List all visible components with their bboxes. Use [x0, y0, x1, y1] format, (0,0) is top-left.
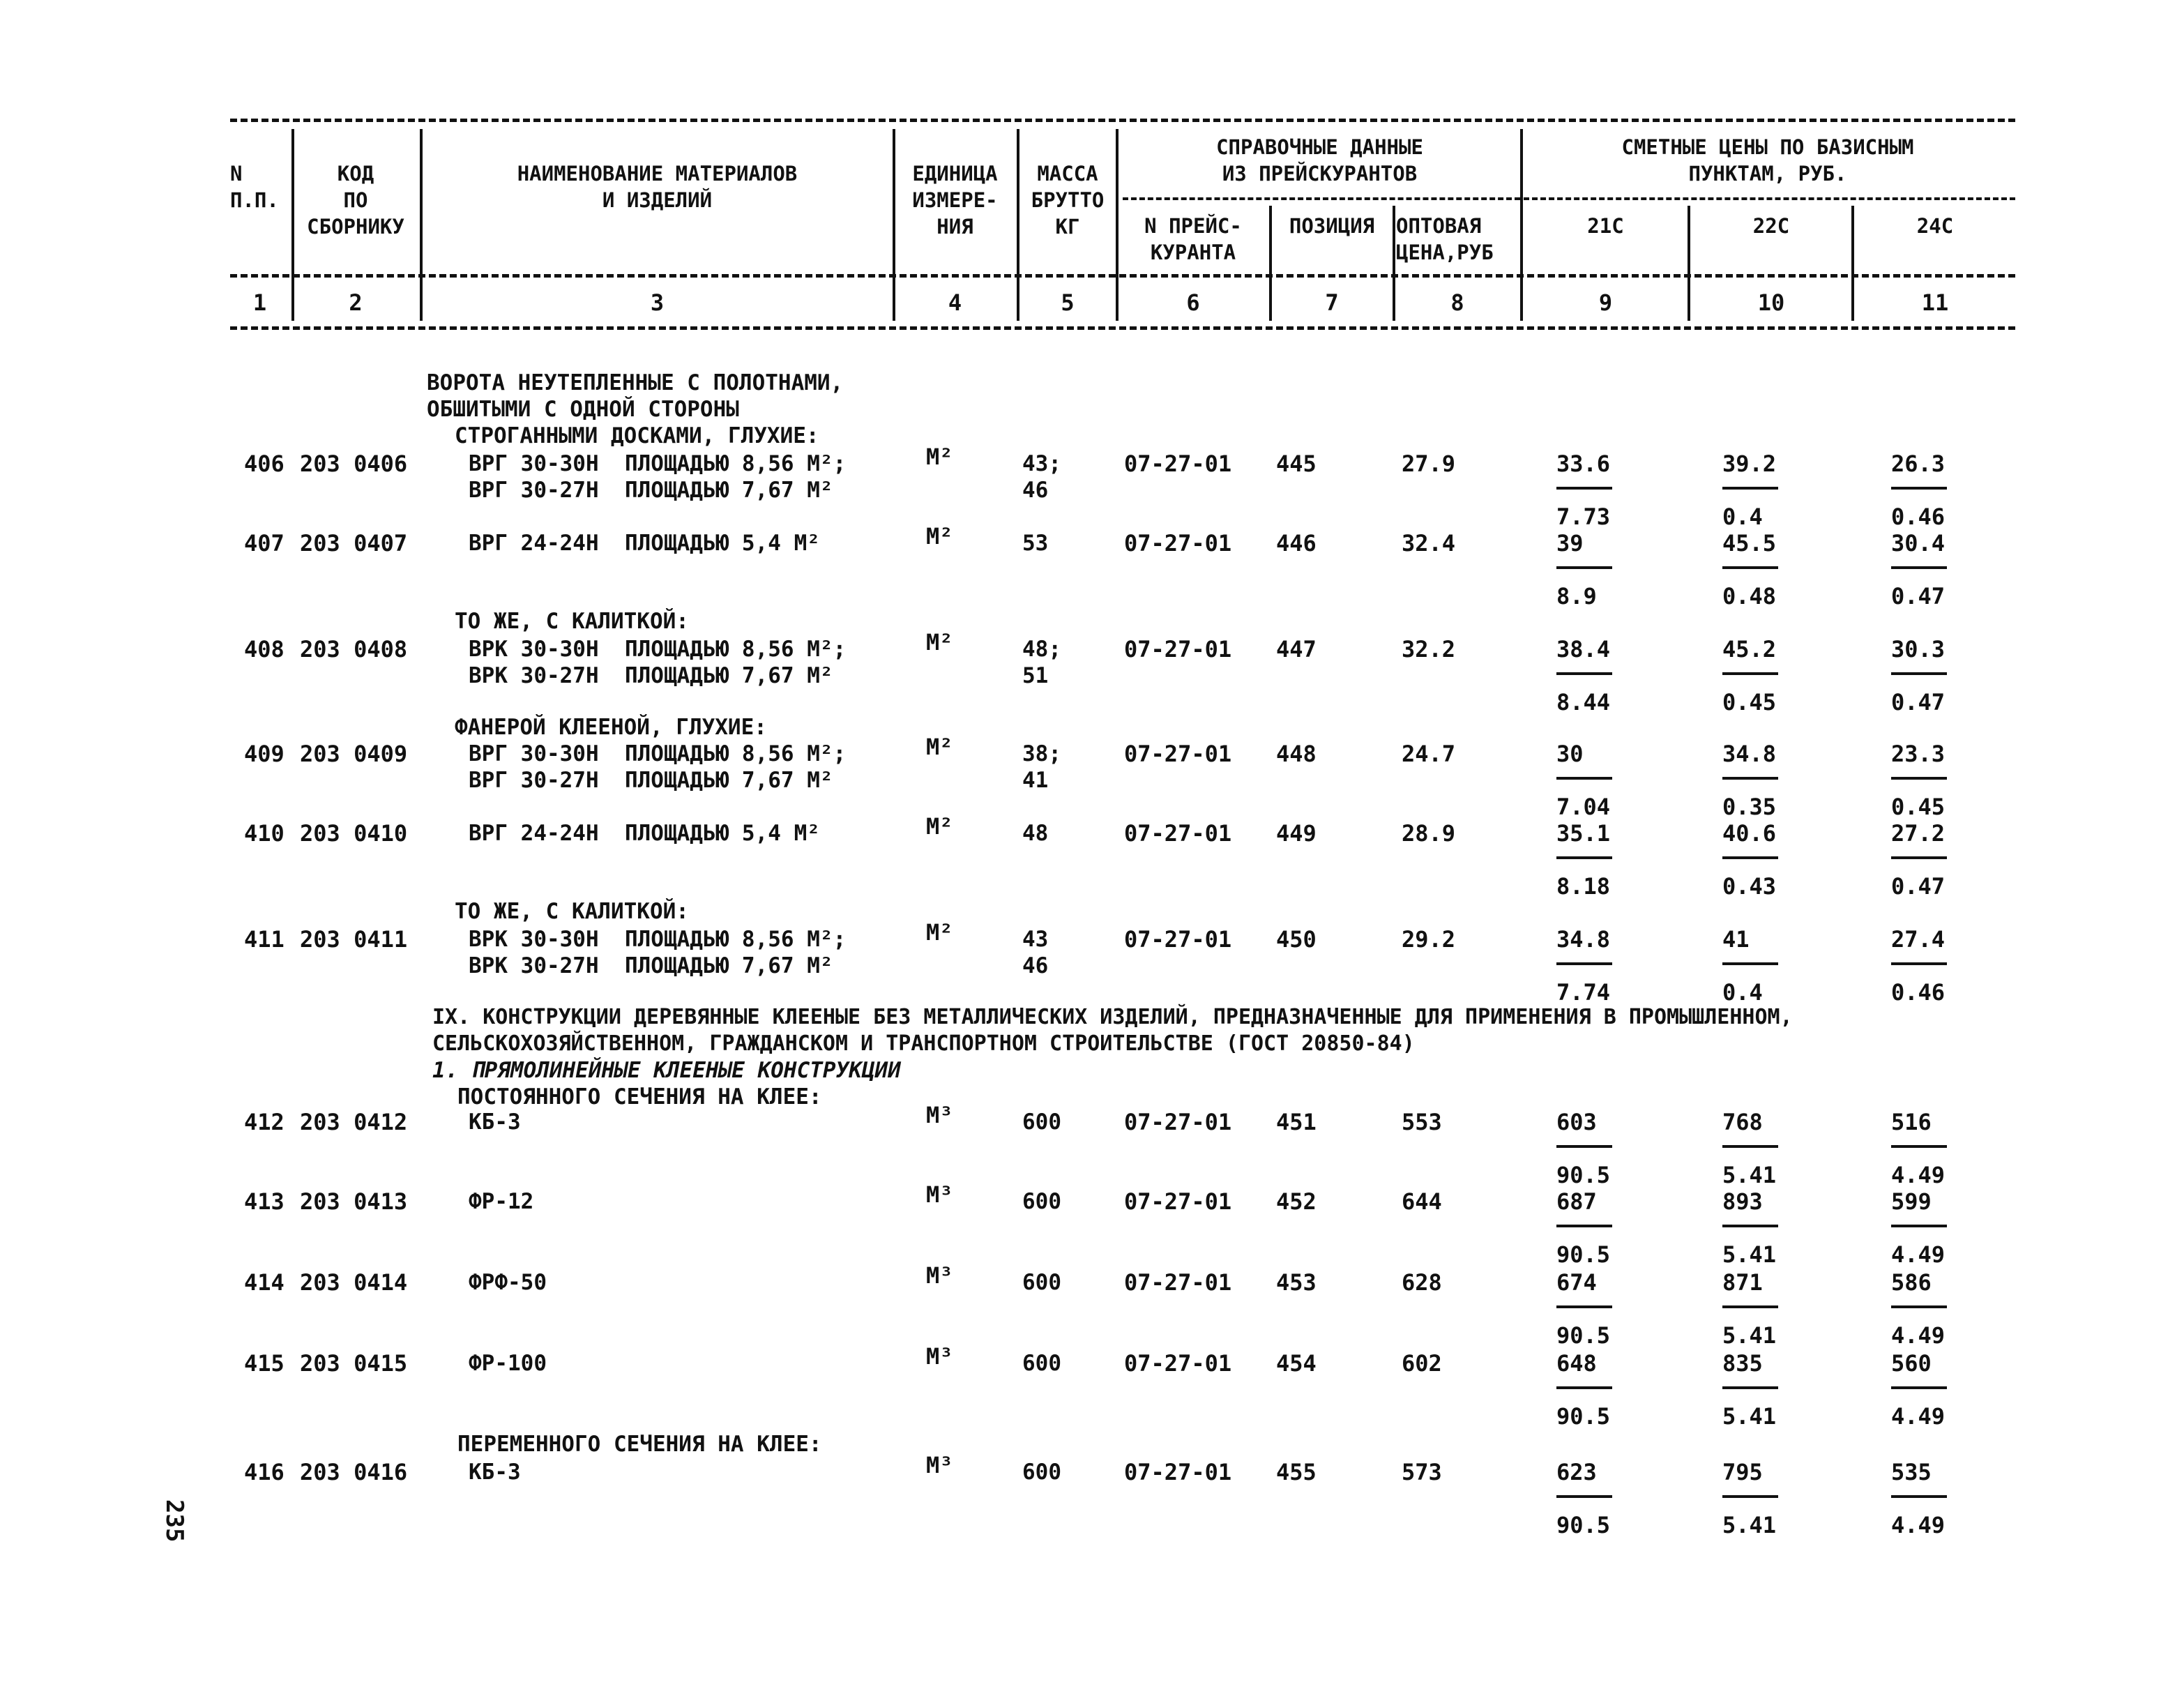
row-name: ФРФ-50	[469, 1270, 547, 1295]
price-24c-transport: 4.49	[1891, 1403, 1946, 1430]
price-22c-transport: 5.41	[1722, 1322, 1777, 1349]
header-col-24c: 24С	[1916, 214, 1954, 238]
price-22c-value: 40.6	[1722, 820, 1777, 847]
row-unit: М²	[926, 813, 953, 840]
row-price-list: 07-27-01	[1124, 741, 1232, 767]
row-position: 453	[1276, 1269, 1317, 1296]
row-wholesale-price: 24.7	[1402, 741, 1456, 767]
header-col-mass: МАССА БРУТТО КГ	[1031, 162, 1105, 238]
row-mass: 43 46	[1022, 927, 1049, 978]
header-group-prices: СМЕТНЫЕ ЦЕНЫ ПО БАЗИСНЫМ ПУНКТАМ, РУБ.	[1621, 135, 1914, 186]
row-name: ВРГ 24-24Н ПЛОЩАДЬЮ 5,4 М²	[469, 821, 820, 846]
row-wholesale-price: 628	[1402, 1269, 1442, 1296]
price-24c-fraction-bar	[1891, 566, 1947, 569]
section-gates-title: ВОРОТА НЕУТЕПЛЕННЫЕ С ПОЛОТНАМИ, ОБШИТЫМИ С ОДНОЙ СТОРОНЫ	[427, 370, 844, 422]
price-22c-value: 893	[1722, 1188, 1763, 1215]
price-22c-fraction-bar	[1722, 487, 1778, 490]
price-21c-transport: 90.5	[1556, 1241, 1611, 1268]
row-code: 203 0406	[300, 450, 408, 477]
column-number: 10	[1757, 289, 1785, 316]
row-wholesale-price: 553	[1402, 1109, 1442, 1135]
section-same-wicket: ТО ЖЕ, С КАЛИТКОЙ:	[455, 609, 689, 634]
price-22c-transport: 0.4	[1722, 503, 1763, 530]
row-wholesale-price: 32.2	[1402, 636, 1456, 662]
price-21c-transport: 7.04	[1556, 794, 1611, 820]
row-unit: М²	[926, 919, 953, 946]
row-number: 406	[244, 450, 285, 477]
price-22c-fraction-bar	[1722, 1225, 1778, 1227]
header-bottom-rule	[230, 326, 2015, 330]
price-21c-fraction-bar	[1556, 777, 1612, 780]
header-col-price-list: N ПРЕЙС- КУРАНТА	[1144, 214, 1242, 264]
price-22c-fraction-bar	[1722, 1305, 1778, 1308]
price-24c-fraction-bar	[1891, 1225, 1947, 1227]
row-code: 203 0412	[300, 1109, 408, 1135]
row-position: 448	[1276, 741, 1317, 767]
section-planed-boards: СТРОГАННЫМИ ДОСКАМИ, ГЛУХИЕ:	[455, 423, 819, 448]
column-number: 1	[252, 289, 267, 316]
column-number: 5	[1061, 289, 1075, 316]
price-21c-transport: 90.5	[1556, 1162, 1611, 1188]
row-name: ВРГ 24-24Н ПЛОЩАДЬЮ 5,4 М²	[469, 531, 820, 556]
price-24c-fraction-bar	[1891, 487, 1947, 490]
price-24c-fraction-bar	[1891, 1386, 1947, 1389]
price-24c-value: 27.4	[1891, 926, 1946, 953]
row-position: 452	[1276, 1188, 1317, 1215]
price-21c-transport: 90.5	[1556, 1512, 1611, 1538]
row-unit: М²	[926, 734, 953, 760]
header-col-22c: 22С	[1752, 214, 1790, 238]
row-code: 203 0409	[300, 741, 408, 767]
header-col-number: N П.П.	[230, 162, 279, 212]
price-22c-fraction-bar	[1722, 1145, 1778, 1148]
price-24c-value: 30.4	[1891, 530, 1946, 556]
price-21c-fraction-bar	[1556, 1305, 1612, 1308]
row-name: ФР-12	[469, 1189, 534, 1214]
column-number: 3	[650, 289, 665, 316]
price-24c-transport: 4.49	[1891, 1512, 1946, 1538]
price-21c-fraction-bar	[1556, 1145, 1612, 1148]
row-mass: 600	[1022, 1110, 1061, 1135]
price-22c-value: 45.5	[1722, 530, 1777, 556]
row-unit: М²	[926, 444, 953, 470]
price-24c-fraction-bar	[1891, 1305, 1947, 1308]
price-22c-transport: 0.35	[1722, 794, 1777, 820]
price-21c-fraction-bar	[1556, 1225, 1612, 1227]
row-unit: М³	[926, 1452, 953, 1478]
price-21c-value: 648	[1556, 1350, 1597, 1377]
price-24c-fraction-bar	[1891, 962, 1947, 965]
price-21c-transport: 90.5	[1556, 1322, 1611, 1349]
price-21c-fraction-bar	[1556, 856, 1612, 859]
row-number: 414	[244, 1269, 285, 1296]
row-mass: 53	[1022, 531, 1049, 556]
row-number: 413	[244, 1188, 285, 1215]
price-21c-value: 38.4	[1556, 636, 1611, 662]
row-number: 408	[244, 636, 285, 662]
section-ix-title: IX. КОНСТРУКЦИИ ДЕРЕВЯННЫЕ КЛЕЕНЫЕ БЕЗ МЕТАЛЛИЧЕСКИХ ИЗДЕЛИЙ, ПРЕДНАЗНАЧЕННЫЕ ДЛЯ ПРИМЕНЕНИЯ В ПРОМЫШЛЕННОМ, СЕЛЬСКОХОЗЯЙСТВЕННОМ, ГРАЖДАНСКОМ И ТРАНСПОРТНОМ СТРОИТЕЛЬСТВЕ (ГОСТ 20850-84)	[432, 1005, 1793, 1056]
row-position: 450	[1276, 926, 1317, 953]
price-21c-value: 33.6	[1556, 450, 1611, 477]
header-col-wholesale: ОПТОВАЯ ЦЕНА,РУБ	[1396, 214, 1494, 264]
row-price-list: 07-27-01	[1124, 1350, 1232, 1377]
price-21c-transport: 8.9	[1556, 583, 1597, 610]
header-col-code: КОД ПО СБОРНИКУ	[307, 162, 404, 238]
row-code: 203 0411	[300, 926, 408, 953]
row-position: 445	[1276, 450, 1317, 477]
row-code: 203 0408	[300, 636, 408, 662]
price-21c-transport: 7.73	[1556, 503, 1611, 530]
section-straight-title: 1. ПРЯМОЛИНЕЙНЫЕ КЛЕЕНЫЕ КОНСТРУКЦИИ	[432, 1058, 901, 1083]
row-wholesale-price: 644	[1402, 1188, 1442, 1215]
column-number: 9	[1598, 289, 1613, 316]
price-22c-transport: 0.4	[1722, 979, 1763, 1006]
row-price-list: 07-27-01	[1124, 1188, 1232, 1215]
price-24c-transport: 0.46	[1891, 979, 1946, 1006]
row-price-list: 07-27-01	[1124, 926, 1232, 953]
price-24c-fraction-bar	[1891, 1495, 1947, 1498]
price-21c-fraction-bar	[1556, 1386, 1612, 1389]
price-22c-transport: 5.41	[1722, 1241, 1777, 1268]
price-24c-value: 586	[1891, 1269, 1932, 1296]
price-21c-value: 623	[1556, 1459, 1597, 1485]
price-24c-transport: 4.49	[1891, 1322, 1946, 1349]
price-21c-fraction-bar	[1556, 672, 1612, 675]
col-separator	[1520, 129, 1523, 321]
row-name: КБ-3	[469, 1460, 521, 1485]
row-number: 407	[244, 530, 285, 556]
row-price-list: 07-27-01	[1124, 636, 1232, 662]
row-unit: М³	[926, 1102, 953, 1128]
section-same-wicket: ТО ЖЕ, С КАЛИТКОЙ:	[455, 899, 689, 924]
header-top-rule	[230, 119, 2015, 122]
price-22c-transport: 5.41	[1722, 1162, 1777, 1188]
price-22c-value: 45.2	[1722, 636, 1777, 662]
row-price-list: 07-27-01	[1124, 820, 1232, 847]
price-21c-fraction-bar	[1556, 1495, 1612, 1498]
price-22c-value: 39.2	[1722, 450, 1777, 477]
row-mass: 600	[1022, 1189, 1061, 1214]
row-position: 446	[1276, 530, 1317, 556]
column-number: 4	[948, 289, 962, 316]
row-number: 412	[244, 1109, 285, 1135]
row-wholesale-price: 27.9	[1402, 450, 1456, 477]
row-wholesale-price: 28.9	[1402, 820, 1456, 847]
price-21c-transport: 7.74	[1556, 979, 1611, 1006]
row-unit: М³	[926, 1262, 953, 1289]
section-variable-section: ПЕРЕМЕННОГО СЕЧЕНИЯ НА КЛЕЕ:	[457, 1432, 822, 1457]
row-code: 203 0416	[300, 1459, 408, 1485]
price-22c-value: 41	[1722, 926, 1750, 953]
col-separator	[1688, 206, 1690, 321]
row-mass: 43; 46	[1022, 451, 1061, 503]
price-22c-fraction-bar	[1722, 777, 1778, 780]
header-numbers-rule	[230, 274, 2015, 278]
row-mass: 48	[1022, 821, 1049, 846]
price-22c-fraction-bar	[1722, 1495, 1778, 1498]
row-mass: 600	[1022, 1351, 1061, 1376]
row-code: 203 0407	[300, 530, 408, 556]
col-separator	[1393, 206, 1395, 321]
price-22c-fraction-bar	[1722, 566, 1778, 569]
section-constant-section: ПОСТОЯННОГО СЕЧЕНИЯ НА КЛЕЕ:	[457, 1084, 822, 1110]
price-22c-fraction-bar	[1722, 856, 1778, 859]
row-price-list: 07-27-01	[1124, 1269, 1232, 1296]
price-22c-transport: 0.45	[1722, 689, 1777, 716]
row-name: КБ-3	[469, 1110, 521, 1135]
price-group-rule	[1524, 197, 2015, 200]
price-22c-value: 34.8	[1722, 741, 1777, 767]
row-position: 455	[1276, 1459, 1317, 1485]
row-number: 409	[244, 741, 285, 767]
row-unit: М²	[926, 523, 953, 550]
price-21c-value: 34.8	[1556, 926, 1611, 953]
price-24c-transport: 0.47	[1891, 689, 1946, 716]
column-number: 11	[1921, 289, 1949, 316]
row-number: 415	[244, 1350, 285, 1377]
col-separator	[420, 129, 423, 321]
price-21c-transport: 8.44	[1556, 689, 1611, 716]
row-price-list: 07-27-01	[1124, 1459, 1232, 1485]
row-code: 203 0414	[300, 1269, 408, 1296]
header-col-unit: ЕДИНИЦА ИЗМЕРЕ- НИЯ	[912, 162, 998, 238]
row-number: 416	[244, 1459, 285, 1485]
row-name: ФР-100	[469, 1351, 547, 1376]
row-name: ВРК 30-30Н ПЛОЩАДЬЮ 8,56 М²; ВРК 30-27Н ПЛОЩАДЬЮ 7,67 М²	[469, 927, 847, 978]
price-21c-transport: 90.5	[1556, 1403, 1611, 1430]
price-21c-value: 35.1	[1556, 820, 1611, 847]
row-wholesale-price: 29.2	[1402, 926, 1456, 953]
price-22c-transport: 0.48	[1722, 583, 1777, 610]
price-21c-value: 39	[1556, 530, 1584, 556]
price-22c-fraction-bar	[1722, 962, 1778, 965]
price-24c-transport: 0.47	[1891, 873, 1946, 900]
price-24c-value: 599	[1891, 1188, 1932, 1215]
price-22c-value: 835	[1722, 1350, 1763, 1377]
row-position: 451	[1276, 1109, 1317, 1135]
price-21c-fraction-bar	[1556, 962, 1612, 965]
price-24c-value: 535	[1891, 1459, 1932, 1485]
row-wholesale-price: 32.4	[1402, 530, 1456, 556]
column-number: 6	[1186, 289, 1200, 316]
price-21c-fraction-bar	[1556, 566, 1612, 569]
price-24c-fraction-bar	[1891, 777, 1947, 780]
col-separator	[1851, 206, 1854, 321]
row-code: 203 0413	[300, 1188, 408, 1215]
price-22c-transport: 0.43	[1722, 873, 1777, 900]
price-22c-fraction-bar	[1722, 672, 1778, 675]
column-number: 8	[1450, 289, 1464, 316]
page-number: 235	[160, 1499, 188, 1543]
price-24c-value: 23.3	[1891, 741, 1946, 767]
row-position: 449	[1276, 820, 1317, 847]
price-21c-value: 687	[1556, 1188, 1597, 1215]
header-col-name: НАИМЕНОВАНИЕ МАТЕРИАЛОВ И ИЗДЕЛИЙ	[517, 162, 798, 212]
row-position: 454	[1276, 1350, 1317, 1377]
row-wholesale-price: 573	[1402, 1459, 1442, 1485]
header-col-21c: 21С	[1587, 214, 1624, 238]
price-24c-transport: 4.49	[1891, 1241, 1946, 1268]
row-position: 447	[1276, 636, 1317, 662]
price-21c-value: 674	[1556, 1269, 1597, 1296]
price-24c-fraction-bar	[1891, 1145, 1947, 1148]
row-code: 203 0410	[300, 820, 408, 847]
price-21c-value: 30	[1556, 741, 1584, 767]
row-code: 203 0415	[300, 1350, 408, 1377]
row-price-list: 07-27-01	[1124, 530, 1232, 556]
price-24c-transport: 0.46	[1891, 503, 1946, 530]
column-number: 2	[349, 289, 363, 316]
price-24c-transport: 0.45	[1891, 794, 1946, 820]
price-22c-fraction-bar	[1722, 1386, 1778, 1389]
header-group-reference: СПРАВОЧНЫЕ ДАННЫЕ ИЗ ПРЕЙСКУРАНТОВ	[1216, 135, 1423, 186]
price-24c-fraction-bar	[1891, 856, 1947, 859]
price-24c-value: 27.2	[1891, 820, 1946, 847]
price-24c-transport: 0.47	[1891, 583, 1946, 610]
price-24c-value: 516	[1891, 1109, 1932, 1135]
price-22c-value: 795	[1722, 1459, 1763, 1485]
col-separator	[1116, 129, 1118, 321]
row-mass: 600	[1022, 1460, 1061, 1485]
row-number: 410	[244, 820, 285, 847]
row-price-list: 07-27-01	[1124, 1109, 1232, 1135]
price-24c-fraction-bar	[1891, 672, 1947, 675]
row-wholesale-price: 602	[1402, 1350, 1442, 1377]
row-unit: М²	[926, 629, 953, 656]
row-mass: 48; 51	[1022, 637, 1061, 688]
row-unit: М³	[926, 1343, 953, 1370]
row-name: ВРК 30-30Н ПЛОЩАДЬЮ 8,56 М²; ВРК 30-27Н ПЛОЩАДЬЮ 7,67 М²	[469, 637, 847, 688]
price-21c-transport: 8.18	[1556, 873, 1611, 900]
price-24c-transport: 4.49	[1891, 1162, 1946, 1188]
section-plywood: ФАНЕРОЙ КЛЕЕНОЙ, ГЛУХИЕ:	[455, 715, 767, 740]
header-col-position: ПОЗИЦИЯ	[1289, 214, 1375, 238]
row-mass: 600	[1022, 1270, 1061, 1295]
price-21c-fraction-bar	[1556, 487, 1612, 490]
row-mass: 38; 41	[1022, 741, 1061, 793]
price-21c-value: 603	[1556, 1109, 1597, 1135]
price-22c-value: 871	[1722, 1269, 1763, 1296]
price-24c-value: 26.3	[1891, 450, 1946, 477]
row-name: ВРГ 30-30Н ПЛОЩАДЬЮ 8,56 М²; ВРГ 30-27Н ПЛОЩАДЬЮ 7,67 М²	[469, 741, 847, 793]
ref-group-rule	[1123, 197, 1520, 200]
price-22c-transport: 5.41	[1722, 1512, 1777, 1538]
price-22c-value: 768	[1722, 1109, 1763, 1135]
row-number: 411	[244, 926, 285, 953]
price-22c-transport: 5.41	[1722, 1403, 1777, 1430]
row-name: ВРГ 30-30Н ПЛОЩАДЬЮ 8,56 М²; ВРГ 30-27Н ПЛОЩАДЬЮ 7,67 М²	[469, 451, 847, 503]
price-24c-value: 30.3	[1891, 636, 1946, 662]
price-24c-value: 560	[1891, 1350, 1932, 1377]
row-price-list: 07-27-01	[1124, 450, 1232, 477]
row-unit: М³	[926, 1181, 953, 1208]
column-number: 7	[1325, 289, 1339, 316]
